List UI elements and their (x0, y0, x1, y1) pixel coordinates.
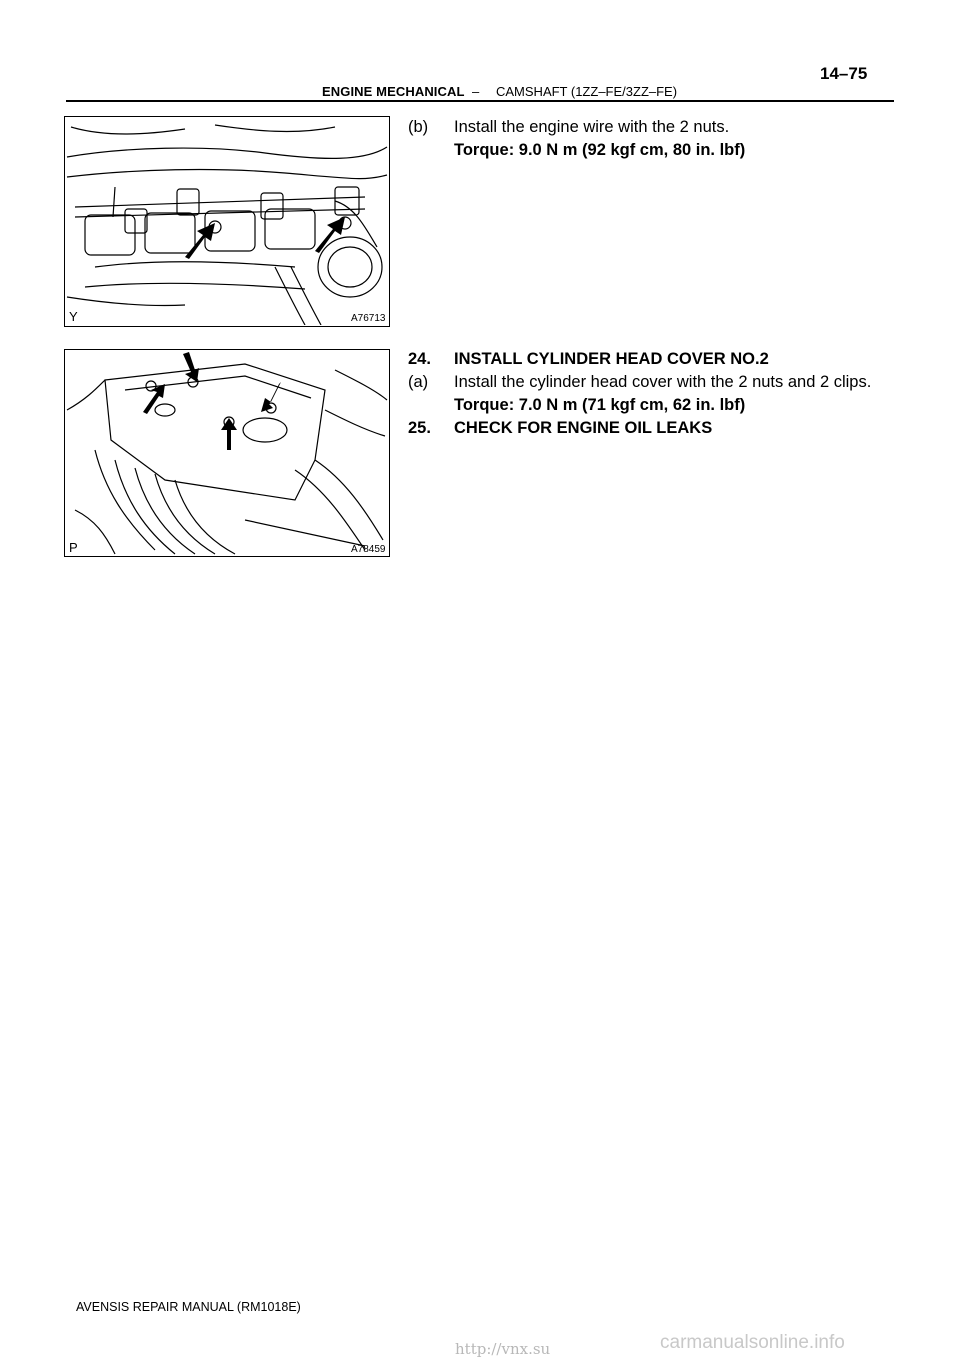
topic-title: CAMSHAFT (1ZZ–FE/3ZZ–FE) (496, 84, 678, 99)
step-24-title: INSTALL CYLINDER HEAD COVER NO.2 (454, 350, 769, 368)
engine-wire-illustration (65, 117, 388, 325)
step-a-label: (a) (408, 373, 429, 391)
figure-engine-wire (64, 116, 390, 327)
figure-cylinder-head-cover (64, 349, 390, 557)
step-25-label: 25. (408, 419, 431, 437)
figure-id: A76713 (351, 313, 386, 324)
cylinder-head-cover-illustration (65, 350, 388, 555)
step-25-title: CHECK FOR ENGINE OIL LEAKS (454, 419, 713, 437)
step-24-label: 24. (408, 350, 431, 368)
section-title: ENGINE MECHANICAL (322, 84, 465, 99)
figure-letter: Y (69, 309, 78, 324)
step-a-torque: Torque: 7.0 N m (71 kgf cm, 62 in. lbf) (454, 396, 746, 414)
watermark-site: carmanualsonline.info (660, 1332, 845, 1353)
figure-id: A78459 (351, 544, 386, 555)
step-b-label: (b) (408, 118, 429, 136)
header-separator: – (472, 84, 480, 99)
header-rule (66, 100, 894, 102)
watermark-link[interactable]: http://vnx.su (455, 1340, 551, 1358)
step-b-torque: Torque: 9.0 N m (92 kgf cm, 80 in. lbf) (454, 141, 746, 159)
step-b-text: Install the engine wire with the 2 nuts. (454, 118, 730, 136)
manual-footer: AVENSIS REPAIR MANUAL (RM1018E) (76, 1300, 301, 1314)
step-a-text: Install the cylinder head cover with the 2 nuts and 2 clips. (454, 373, 872, 391)
page-number: 14–75 (820, 64, 868, 83)
figure-letter: P (69, 540, 78, 555)
arrow-icon (143, 352, 281, 450)
